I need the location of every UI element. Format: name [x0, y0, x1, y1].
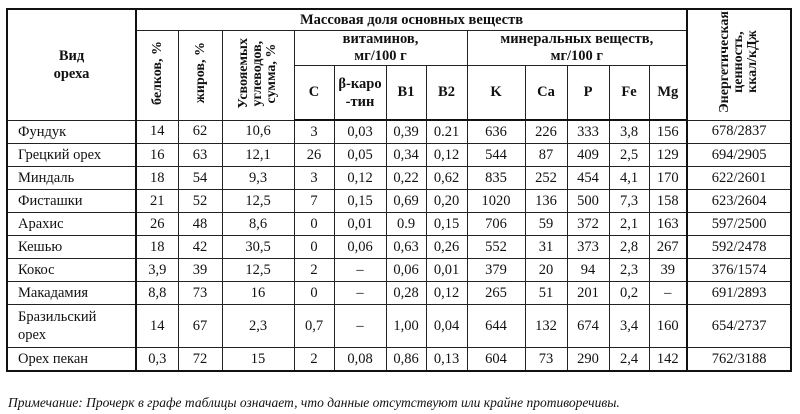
value-cell-en: 678/2837 — [687, 120, 791, 144]
value-cell-ph: 409 — [567, 144, 609, 167]
value-cell-en: 592/2478 — [687, 236, 791, 259]
value-cell-bc: 0,05 — [334, 144, 386, 167]
value-cell-mg: 39 — [649, 259, 687, 282]
value-cell-b2: 0,15 — [426, 213, 467, 236]
value-cell-c: 16 — [222, 282, 294, 305]
value-cell-ph: 372 — [567, 213, 609, 236]
value-cell-k: 552 — [467, 236, 525, 259]
value-cell-ph: 674 — [567, 305, 609, 348]
value-cell-vc: 2 — [294, 259, 334, 282]
value-cell-bc: 0,12 — [334, 167, 386, 190]
value-cell-en: 762/3188 — [687, 348, 791, 372]
value-cell-f: 73 — [178, 282, 222, 305]
value-cell-ca: 20 — [525, 259, 567, 282]
fats-header: жиров, % — [178, 31, 222, 121]
value-cell-b1: 1,00 — [386, 305, 426, 348]
nut-name-cell: Фундук — [7, 120, 136, 144]
value-cell-c: 12,1 — [222, 144, 294, 167]
value-cell-ca: 73 — [525, 348, 567, 372]
value-cell-b1: 0,22 — [386, 167, 426, 190]
value-cell-f: 62 — [178, 120, 222, 144]
value-cell-k: 265 — [467, 282, 525, 305]
nut-name-cell: Макадамия — [7, 282, 136, 305]
value-cell-f: 48 — [178, 213, 222, 236]
value-cell-p: 0,3 — [136, 348, 178, 372]
value-cell-ph: 454 — [567, 167, 609, 190]
value-cell-p: 3,9 — [136, 259, 178, 282]
value-cell-c: 10,6 — [222, 120, 294, 144]
energy-header: Энергетическая ценность, ккал/кДж — [687, 9, 791, 120]
value-cell-vc: 2 — [294, 348, 334, 372]
value-cell-b1: 0,69 — [386, 190, 426, 213]
value-cell-k: 544 — [467, 144, 525, 167]
value-cell-f: 63 — [178, 144, 222, 167]
value-cell-vc: 0 — [294, 213, 334, 236]
value-cell-f: 67 — [178, 305, 222, 348]
value-cell-b1: 0,39 — [386, 120, 426, 144]
value-cell-mg: – — [649, 282, 687, 305]
value-cell-b2: 0,13 — [426, 348, 467, 372]
table-row — [7, 167, 791, 190]
value-cell-b1: 0.9 — [386, 213, 426, 236]
beta-carotene-header: β-каро-тин — [334, 66, 386, 121]
value-cell-bc: 0,06 — [334, 236, 386, 259]
value-cell-b1: 0,06 — [386, 259, 426, 282]
nut-type-header: Вид ореха — [7, 9, 136, 120]
value-cell-vc: 3 — [294, 167, 334, 190]
table-row — [7, 259, 791, 282]
value-cell-mg: 163 — [649, 213, 687, 236]
value-cell-b1: 0,28 — [386, 282, 426, 305]
potassium-header: K — [467, 66, 525, 121]
value-cell-p: 21 — [136, 190, 178, 213]
value-cell-b1: 0,86 — [386, 348, 426, 372]
iron-header: Fe — [609, 66, 649, 121]
value-cell-mg: 142 — [649, 348, 687, 372]
value-cell-k: 379 — [467, 259, 525, 282]
value-cell-fe: 2,1 — [609, 213, 649, 236]
nut-name-cell: Миндаль — [7, 167, 136, 190]
value-cell-c: 30,5 — [222, 236, 294, 259]
nut-name-cell: Фисташки — [7, 190, 136, 213]
value-cell-b2: 0,20 — [426, 190, 467, 213]
vitamin-b1-header: B1 — [386, 66, 426, 121]
table-row — [7, 213, 791, 236]
value-cell-c: 2,3 — [222, 305, 294, 348]
value-cell-mg: 129 — [649, 144, 687, 167]
group-title-header: Массовая доля основных веществ — [136, 9, 687, 31]
value-cell-b2: 0,01 — [426, 259, 467, 282]
value-cell-c: 12,5 — [222, 259, 294, 282]
value-cell-b2: 0.21 — [426, 120, 467, 144]
value-cell-fe: 3,8 — [609, 120, 649, 144]
table-row — [7, 282, 791, 305]
value-cell-k: 706 — [467, 213, 525, 236]
value-cell-c: 12,5 — [222, 190, 294, 213]
carbs-header: Усвояемых углеводов, сумма, % — [222, 31, 294, 121]
vitamin-b2-header: B2 — [426, 66, 467, 121]
nut-name-cell: Кокос — [7, 259, 136, 282]
value-cell-f: 39 — [178, 259, 222, 282]
value-cell-fe: 3,4 — [609, 305, 649, 348]
value-cell-b2: 0,12 — [426, 282, 467, 305]
table-row — [7, 120, 791, 144]
table-wrapper — [6, 8, 792, 372]
value-cell-ca: 252 — [525, 167, 567, 190]
table-row — [7, 190, 791, 213]
value-cell-b2: 0,26 — [426, 236, 467, 259]
value-cell-mg: 267 — [649, 236, 687, 259]
value-cell-en: 376/1574 — [687, 259, 791, 282]
value-cell-en: 622/2601 — [687, 167, 791, 190]
table-note: Примечание: Прочерк в графе таблицы означает, что данные отсутствуют или крайне противоречивы. — [8, 395, 620, 410]
value-cell-ca: 132 — [525, 305, 567, 348]
value-cell-f: 72 — [178, 348, 222, 372]
value-cell-en: 597/2500 — [687, 213, 791, 236]
nut-name-cell: Кешью — [7, 236, 136, 259]
value-cell-bc: 0,03 — [334, 120, 386, 144]
value-cell-k: 604 — [467, 348, 525, 372]
value-cell-en: 694/2905 — [687, 144, 791, 167]
table-row — [7, 236, 791, 259]
value-cell-ca: 226 — [525, 120, 567, 144]
value-cell-mg: 170 — [649, 167, 687, 190]
value-cell-k: 644 — [467, 305, 525, 348]
value-cell-p: 16 — [136, 144, 178, 167]
minerals-header: минеральных веществ, мг/100 г — [467, 31, 687, 66]
value-cell-ca: 31 — [525, 236, 567, 259]
value-cell-vc: 3 — [294, 120, 334, 144]
value-cell-bc: – — [334, 305, 386, 348]
value-cell-en: 654/2737 — [687, 305, 791, 348]
value-cell-ph: 290 — [567, 348, 609, 372]
nut-name-cell: Орех пекан — [7, 348, 136, 372]
value-cell-vc: 0 — [294, 282, 334, 305]
value-cell-p: 18 — [136, 236, 178, 259]
value-cell-c: 9,3 — [222, 167, 294, 190]
value-cell-k: 636 — [467, 120, 525, 144]
value-cell-b1: 0,34 — [386, 144, 426, 167]
value-cell-c: 8,6 — [222, 213, 294, 236]
value-cell-mg: 156 — [649, 120, 687, 144]
value-cell-p: 26 — [136, 213, 178, 236]
value-cell-ph: 333 — [567, 120, 609, 144]
magnesium-header: Mg — [649, 66, 687, 121]
value-cell-bc: – — [334, 259, 386, 282]
value-cell-p: 8,8 — [136, 282, 178, 305]
value-cell-ph: 373 — [567, 236, 609, 259]
value-cell-mg: 160 — [649, 305, 687, 348]
value-cell-bc: 0,08 — [334, 348, 386, 372]
vitamins-header: витаминов, мг/100 г — [294, 31, 467, 66]
value-cell-ca: 136 — [525, 190, 567, 213]
value-cell-vc: 26 — [294, 144, 334, 167]
value-cell-f: 52 — [178, 190, 222, 213]
value-cell-ph: 201 — [567, 282, 609, 305]
vitamin-c-header: C — [294, 66, 334, 121]
value-cell-p: 14 — [136, 120, 178, 144]
nut-name-cell: Бразильский орех — [7, 305, 136, 348]
phosphorus-header: P — [567, 66, 609, 121]
value-cell-b2: 0,62 — [426, 167, 467, 190]
table-body — [7, 120, 791, 371]
value-cell-ph: 500 — [567, 190, 609, 213]
value-cell-ca: 59 — [525, 213, 567, 236]
table-row — [7, 305, 791, 348]
value-cell-fe: 0,2 — [609, 282, 649, 305]
table-row — [7, 348, 791, 372]
value-cell-en: 691/2893 — [687, 282, 791, 305]
value-cell-fe: 2,8 — [609, 236, 649, 259]
proteins-header: белков, % — [136, 31, 178, 121]
value-cell-en: 623/2604 — [687, 190, 791, 213]
nut-composition-table — [6, 8, 792, 372]
value-cell-ca: 51 — [525, 282, 567, 305]
value-cell-ph: 94 — [567, 259, 609, 282]
value-cell-vc: 0 — [294, 236, 334, 259]
value-cell-b2: 0,12 — [426, 144, 467, 167]
value-cell-f: 42 — [178, 236, 222, 259]
value-cell-p: 18 — [136, 167, 178, 190]
value-cell-k: 1020 — [467, 190, 525, 213]
value-cell-vc: 7 — [294, 190, 334, 213]
value-cell-bc: 0,15 — [334, 190, 386, 213]
value-cell-fe: 2,3 — [609, 259, 649, 282]
value-cell-fe: 2,5 — [609, 144, 649, 167]
value-cell-mg: 158 — [649, 190, 687, 213]
table-row — [7, 144, 791, 167]
value-cell-fe: 4,1 — [609, 167, 649, 190]
value-cell-p: 14 — [136, 305, 178, 348]
value-cell-c: 15 — [222, 348, 294, 372]
value-cell-fe: 7,3 — [609, 190, 649, 213]
calcium-header: Ca — [525, 66, 567, 121]
nut-name-cell: Грецкий орех — [7, 144, 136, 167]
value-cell-b1: 0,63 — [386, 236, 426, 259]
value-cell-bc: 0,01 — [334, 213, 386, 236]
nut-name-cell: Арахис — [7, 213, 136, 236]
value-cell-k: 835 — [467, 167, 525, 190]
value-cell-f: 54 — [178, 167, 222, 190]
value-cell-vc: 0,7 — [294, 305, 334, 348]
value-cell-ca: 87 — [525, 144, 567, 167]
value-cell-fe: 2,4 — [609, 348, 649, 372]
value-cell-bc: – — [334, 282, 386, 305]
value-cell-b2: 0,04 — [426, 305, 467, 348]
